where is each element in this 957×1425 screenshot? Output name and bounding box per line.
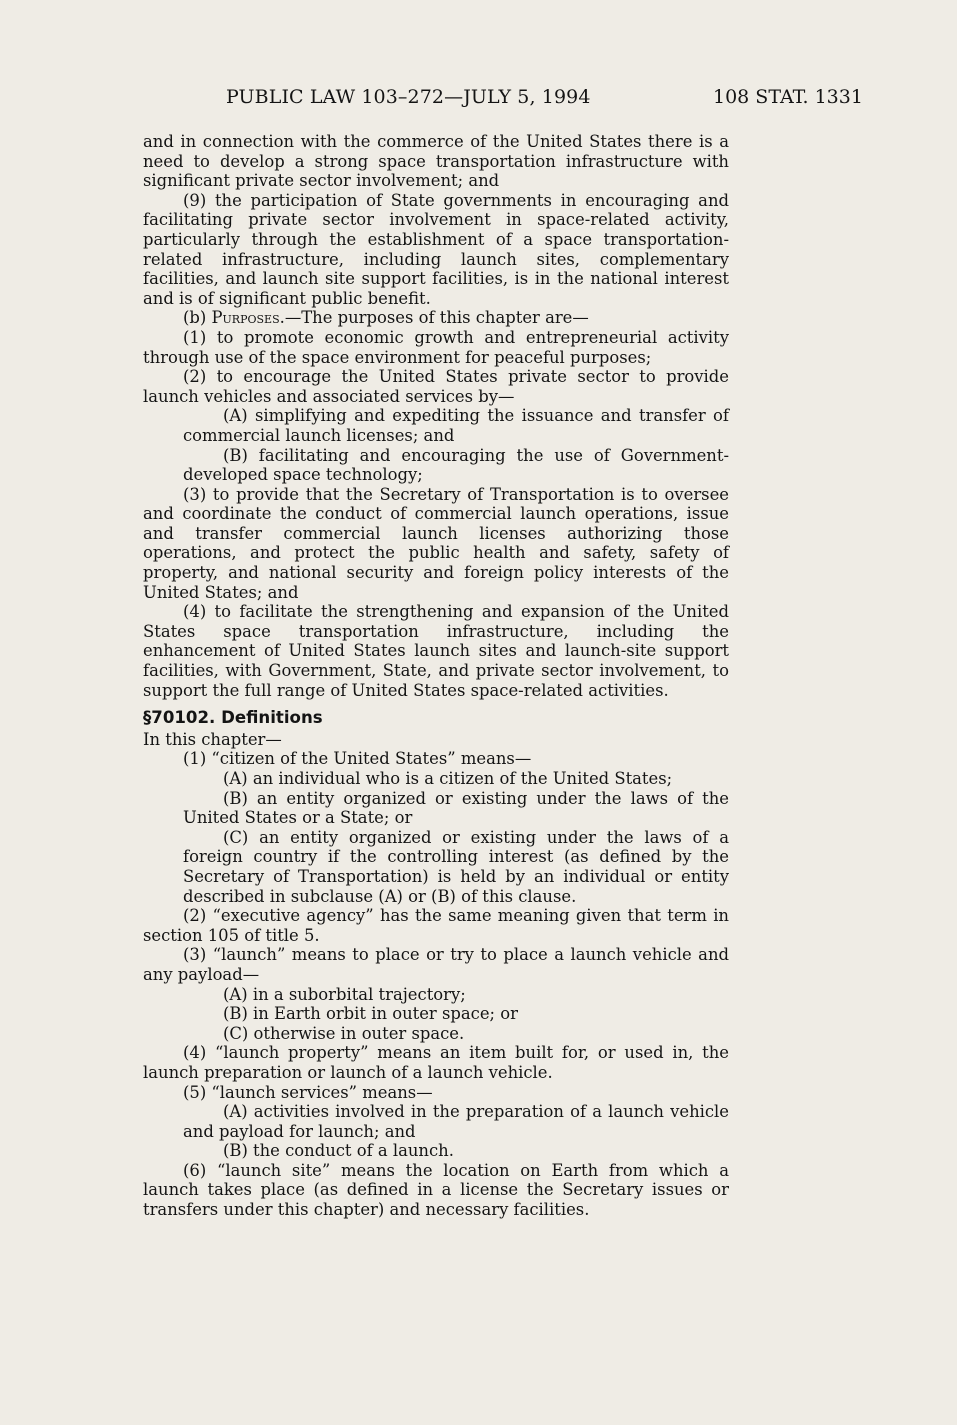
purposes-intro: .—The purposes of this chapter are— — [279, 308, 589, 328]
definition-3c: (C) otherwise in outer space. — [223, 1023, 465, 1043]
definition-5b: (B) the conduct of a launch. — [223, 1141, 454, 1161]
paragraph-purpose-3: (3) to provide that the Secretary of Transportation is to oversee and coordinate the conduct of commercial launch operations, issue and transfer commercial launch licenses authorizing those operations, and protect the public health and safety, safety of property, and national security and foreign policy interests of the United States; and — [143, 484, 729, 602]
paragraph-purpose-2b: (B) facilitating and encouraging the use of Government-developed space technology; — [183, 445, 729, 485]
section-heading: §70102. Definitions — [143, 708, 323, 728]
paragraph-continuation: and in connection with the commerce of the United States there is a need to develop a strong space transportation infrastructure with significant private sector involvement; and — [143, 132, 729, 191]
paragraph-finding-9: (9) the participation of State governments in encouraging and facilitating private sector involvement in space-related activity, particularly through the establishment of a space transportation-related infrastructure, including launch sites, complementary facilities, and launch site support facilities, is in the national interest and is of significant public benefit. — [143, 190, 729, 308]
definition-3: (3) “launch” means to place or try to place a launch vehicle and any payload— — [143, 945, 729, 984]
definition-1: (1) “citizen of the United States” means— — [183, 749, 532, 769]
page-header — [0, 86, 957, 114]
purposes-label: (b) — [183, 308, 212, 328]
definition-3b: (B) in Earth orbit in outer space; or — [223, 1004, 518, 1024]
definition-5a: (A) activities involved in the preparation of a launch vehicle and payload for launch; and — [183, 1102, 729, 1141]
purposes-caption: Purposes — [211, 308, 280, 328]
definition-6: (6) “launch site” means the location on Earth from which a launch takes place (as defined in a license the Secretary issues or transfers under this chapter) and necessary facilities. — [143, 1160, 729, 1220]
definition-3a: (A) in a suborbital trajectory; — [223, 984, 466, 1004]
paragraph-purpose-4: (4) to facilitate the strengthening and expansion of the United States space transportation infrastructure, including the enhancement of United States launch sites and launch-site support facilities, with Government, State, and private sector involvement, to support the full range of United States space-related activities. — [143, 602, 729, 700]
definition-5: (5) “launch services” means— — [183, 1082, 433, 1102]
definition-2: (2) “executive agency” has the same meaning given that term in section 105 of title 5. — [143, 906, 729, 945]
definition-1b: (B) an entity organized or existing under the laws of the United States or a State; or — [183, 788, 729, 828]
paragraph-purpose-2a: (A) simplifying and expediting the issuance and transfer of commercial launch licenses; and — [183, 406, 729, 445]
paragraph-purpose-2: (2) to encourage the United States private sector to provide launch vehicles and associated services by— — [143, 367, 729, 406]
paragraph-purpose-1: (1) to promote economic growth and entrepreneurial activity through use of the space environment for peaceful purposes; — [143, 327, 729, 367]
paragraph-purposes-heading — [143, 308, 729, 328]
statute-page-number: 108 STAT. 1331 — [713, 86, 863, 108]
definition-4: (4) “launch property” means an item built for, or used in, the launch preparation or launch of a launch vehicle. — [143, 1043, 729, 1082]
definition-1a: (A) an individual who is a citizen of the United States; — [223, 769, 673, 788]
definitions-intro: In this chapter— — [143, 729, 282, 749]
definition-1c: (C) an entity organized or existing under the laws of a foreign country if the controlling interest (as defined by the Secretary of Transportation) is held by an individual or entity described in subclause (A) or (B) of this clause. — [183, 827, 729, 906]
running-title: PUBLIC LAW 103–272—JULY 5, 1994 — [226, 86, 591, 108]
document-body — [143, 132, 729, 1220]
